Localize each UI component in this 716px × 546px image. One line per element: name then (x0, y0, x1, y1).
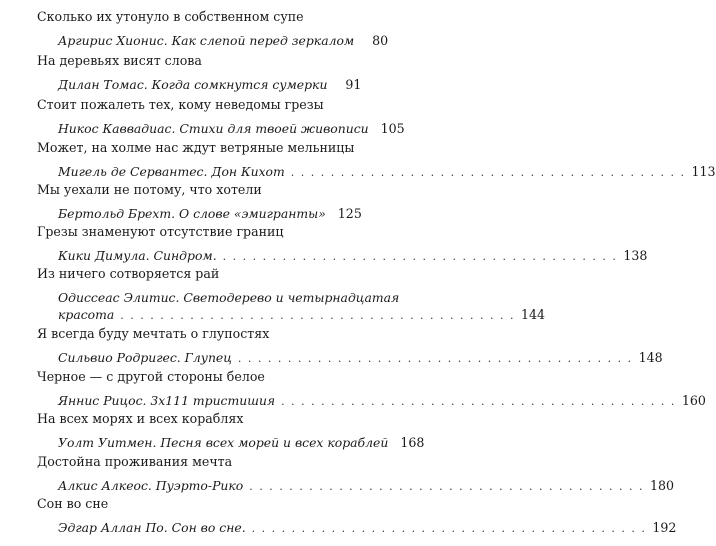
entry-title: Я всегда буду мечтать о глупостях (37, 326, 270, 341)
entry-title: Достойна проживания мечта (37, 454, 233, 469)
toc-entry (37, 454, 675, 495)
entry-page-number: 192 (652, 520, 677, 535)
entry-page-number: 148 (638, 350, 663, 365)
leader-dots: . . . . . . . . . . . . . . . . . . . . . . . . . . . . . . . . . . . . . . . . (237, 352, 633, 365)
entry-subline (58, 434, 425, 452)
entry-subline (58, 32, 389, 50)
entry-page-number: 168 (400, 435, 425, 450)
entry-page-number: 180 (649, 478, 675, 493)
entry-page-number: 138 (623, 248, 648, 263)
entry-reference: Мигель де Сервантес. Дон Кихот (58, 164, 285, 179)
entry-page-number: 105 (380, 121, 405, 136)
entry-title: Стоит пожалеть тех, кому неведомы грезы (37, 97, 324, 112)
entry-reference: Алкис Алкеос. Пуэрто-Рико (58, 478, 244, 493)
entry-reference-line1: Одиссеас Элитис. Светодерево и четырнадцатая (58, 290, 400, 305)
toc-entry (37, 496, 677, 537)
entry-title: Из ничего сотворяется рай (37, 266, 220, 281)
toc-entry (37, 369, 706, 410)
entry-subline (58, 76, 362, 94)
toc-entry (37, 182, 362, 223)
entry-reference: Эдгар Аллан По. Сон во сне. (58, 520, 246, 535)
entry-title: Грезы знаменуют отсутствие границ (37, 224, 284, 239)
toc-entry (37, 411, 425, 452)
entry-subline (58, 392, 706, 410)
leader-dots: . . . . . . . . . . . . . . . . . . . . . . . . . . . . . . . . . . . . . . . . (281, 395, 676, 408)
leader-dots: . . . . . . . . . . . . . . . . . . . . . . . . . . . . . . . . . . . . . . . . (120, 309, 515, 322)
entry-subline (58, 289, 546, 324)
toc-entry (37, 140, 716, 181)
leader-dots: . . . . . . . . . . . . . . . . . . . . . . . . . . . . . . . . . . . . . . . . (249, 480, 644, 493)
entry-title: Черное — с другой стороны белое (37, 369, 265, 384)
toc-entry (37, 9, 389, 50)
entry-subline (58, 349, 663, 367)
entry-reference: Бертольд Брехт. О слове «эмигранты» (58, 206, 326, 221)
entry-reference: Дилан Томас. Когда сомкнутся сумерки (58, 77, 328, 92)
entry-page-number: 144 (521, 307, 546, 322)
entry-reference: Кики Димула. Синдром. (58, 248, 217, 263)
entry-page-number: 91 (345, 77, 362, 92)
leader-dots: . . . . . . . . . . . . . . . . . . . . . . . . . . . . . . . . . . . . . . . . (222, 250, 618, 263)
entry-page-number: 160 (681, 393, 706, 408)
toc-entry (37, 224, 648, 265)
entry-subline (58, 519, 677, 537)
entry-title: На деревьях висят слова (37, 53, 202, 68)
entry-page-number: 125 (337, 206, 362, 221)
entry-subline (58, 205, 362, 223)
entry-reference: Яннис Рицос. 3x111 тристишия (58, 393, 276, 408)
entry-reference: Сильвио Родригес. Глупец (58, 350, 232, 365)
entry-reference: красота (58, 307, 115, 322)
entry-title: Сон во сне (37, 496, 109, 511)
entry-page-number: 80 (372, 33, 389, 48)
toc-entry (37, 97, 405, 138)
toc-entry (37, 53, 362, 94)
leader-dots: . . . . . . . . . . . . . . . . . . . . . . . . . . . . . . . . . . . . . . . . (290, 166, 686, 179)
entry-title: Может, на холме нас ждут ветряные мельницы (37, 140, 355, 155)
entry-title: Сколько их утонуло в собственном супе (37, 9, 304, 24)
entry-title: На всех морях и всех кораблях (37, 411, 244, 426)
entry-reference: Уолт Уитмен. Песня всех морей и всех кораблей (58, 435, 389, 450)
entry-reference: Никос Каввадиас. Стихи для твоей живописи (58, 121, 369, 136)
toc-entry (37, 326, 663, 367)
entry-subline (58, 247, 648, 265)
leader-dots: . . . . . . . . . . . . . . . . . . . . . . . . . . . . . . . . . . . . . . . . (251, 522, 647, 535)
toc-entry (37, 266, 546, 324)
entry-subline (58, 477, 675, 495)
entry-page-number: 113 (691, 164, 716, 179)
entry-subline (58, 163, 716, 181)
entry-subline (58, 120, 405, 138)
entry-title: Мы уехали не потому, что хотели (37, 182, 262, 197)
entry-reference: Аргирис Хионис. Как слепой перед зеркалом (58, 33, 355, 48)
